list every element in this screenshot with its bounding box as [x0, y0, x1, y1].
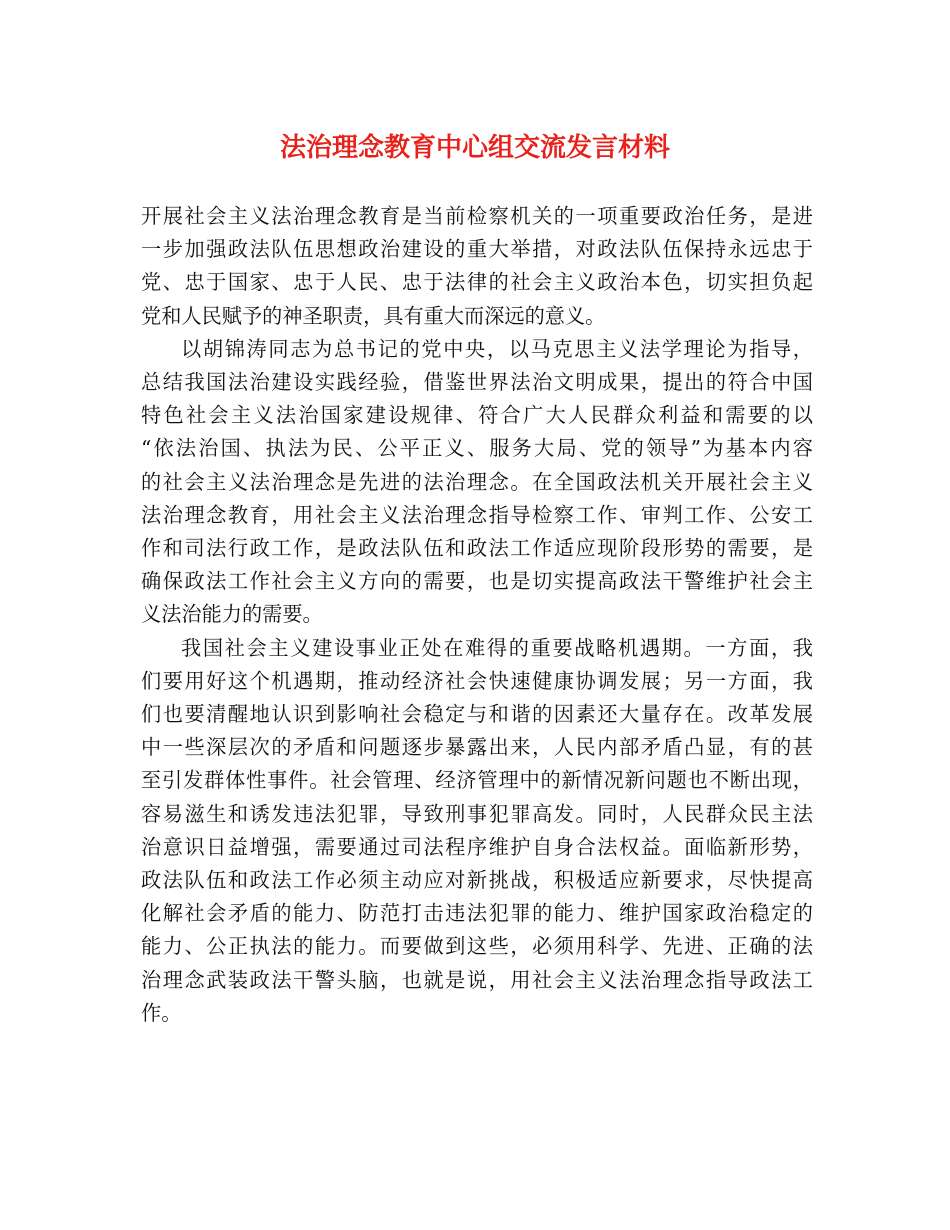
document-title: 法治理念教育中心组交流发言材料	[279, 133, 670, 163]
paragraph-line: “依法治国、执法为民、公平正义、服务大局、党的领导”为基本内容	[141, 436, 813, 461]
paragraph-line: 特色社会主义法治国家建设规律、符合广大人民群众利益和需要的以	[141, 403, 813, 428]
paragraph-line: 作和司法行政工作，是政法队伍和政法工作适应现阶段形势的需要，是	[141, 536, 813, 561]
paragraph-line: 们要用好这个机遇期，推动经济社会快速健康协调发展；另一方面，我	[141, 668, 813, 693]
paragraph-line: 治理念武装政法干警头脑，也就是说，用社会主义法治理念指导政法工	[141, 967, 813, 992]
paragraph-line: 们也要清醒地认识到影响社会稳定与和谐的因素还大量存在。改革发展	[141, 702, 813, 727]
paragraph-line: 确保政法工作社会主义方向的需要，也是切实提高政法干警维护社会主	[141, 569, 813, 594]
paragraph-line: 开展社会主义法治理念教育是当前检察机关的一项重要政治任务，是进	[141, 204, 813, 228]
paragraph-line: 作。	[141, 1000, 182, 1025]
paragraph-line: 以胡锦涛同志为总书记的党中央，以马克思主义法学理论为指导，	[181, 336, 813, 361]
paragraph-line: 法治理念教育，用社会主义法治理念指导检察工作、审判工作、公安工	[141, 502, 813, 527]
document-body	[141, 200, 813, 1030]
paragraph-line: 义法治能力的需要。	[141, 602, 323, 627]
paragraph-line: 政法队伍和政法工作必须主动应对新挑战，积极适应新要求，尽快提高	[141, 868, 813, 893]
paragraph-line: 至引发群体性事件。社会管理、经济管理中的新情况新问题也不断出现，	[141, 768, 813, 793]
paragraph-line: 化解社会矛盾的能力、防范打击违法犯罪的能力、维护国家政治稳定的	[141, 901, 813, 926]
paragraph-line: 治意识日益增强，需要通过司法程序维护自身合法权益。面临新形势，	[141, 834, 813, 859]
paragraph-3	[141, 632, 813, 1030]
paragraph-line: 中一些深层次的矛盾和问题逐步暴露出来，人民内部矛盾凸显，有的甚	[141, 735, 813, 760]
paragraph-line: 能力、公正执法的能力。而要做到这些，必须用科学、先进、正确的法	[141, 934, 813, 959]
paragraph-line: 的社会主义法治理念是先进的法治理念。在全国政法机关开展社会主义	[141, 469, 813, 494]
paragraph-line: 一步加强政法队伍思想政治建设的重大举措，对政法队伍保持永远忠于	[141, 237, 813, 262]
paragraph-2	[141, 333, 813, 632]
paragraph-line: 总结我国法治建设实践经验，借鉴世界法治文明成果，提出的符合中国	[141, 370, 813, 395]
paragraph-line: 容易滋生和诱发违法犯罪，导致刑事犯罪高发。同时，人民群众民主法	[141, 801, 813, 826]
paragraph-1	[141, 200, 813, 333]
paragraph-line: 党和人民赋予的神圣职责，具有重大而深远的意义。	[141, 303, 606, 328]
paragraph-line: 我国社会主义建设事业正处在难得的重要战略机遇期。一方面，我	[181, 635, 813, 660]
paragraph-line: 党、忠于国家、忠于人民、忠于法律的社会主义政治本色，切实担负起	[141, 270, 813, 295]
